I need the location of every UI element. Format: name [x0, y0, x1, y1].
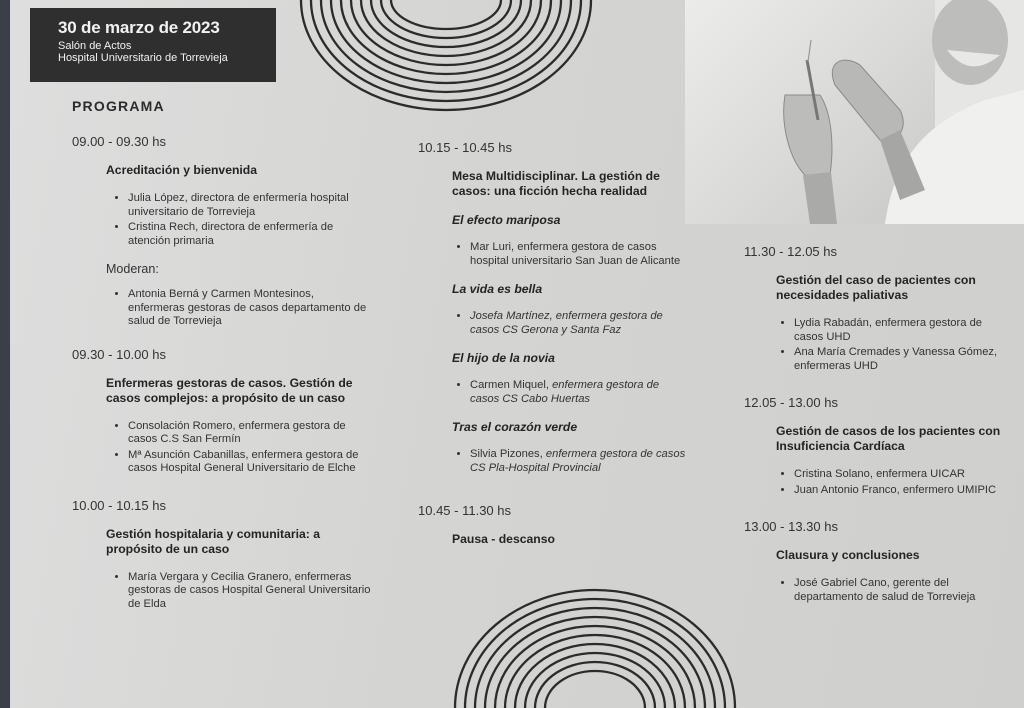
- speaker-role: enfermera gestora de casos CS Cabo Huertas: [470, 379, 660, 405]
- session-title: Clausura y conclusiones: [776, 548, 920, 562]
- speaker-item: • Cristina Rech, directora de enfermería de atención primaria: [128, 221, 372, 248]
- moderators-label: Moderan:: [106, 262, 159, 276]
- subsession-title: La vida es bella: [452, 282, 543, 296]
- concentric-arcs-bottom-graphic: [450, 588, 740, 708]
- session-time: 09.00 - 09.30 hs: [72, 134, 166, 149]
- speaker-name: Carmen Miquel,: [470, 379, 553, 391]
- schedule-column-3: [744, 244, 1014, 618]
- event-hospital: Hospital Universitario de Torrevieja: [58, 52, 228, 64]
- speaker-item: • Juan Antonio Franco, enfermero UMIPIC: [794, 484, 1014, 498]
- session-title: Acreditación y bienvenida: [106, 163, 258, 177]
- speaker-list: [452, 241, 688, 268]
- schedule-column-1: [72, 134, 372, 625]
- session-title: Gestión hospitalaria y comunitaria: a propósito de un caso: [106, 526, 321, 556]
- speaker-item: [470, 379, 688, 406]
- session-title: Gestión de casos de los pacientes con Insuficiencia Cardíaca: [776, 424, 1001, 453]
- speaker-list: [452, 448, 688, 475]
- speaker-list: [776, 577, 1014, 604]
- programa-heading: PROGRAMA: [72, 98, 165, 114]
- session-time: 09.30 - 10.00 hs: [72, 346, 166, 362]
- speaker-item: [470, 448, 688, 475]
- speaker-item: • María Vergara y Cecilia Granero, enfermeras gestoras de casos Hospital General Universitario de Elda: [128, 571, 372, 612]
- speaker-list: [776, 468, 1014, 497]
- session-time: 10.00 - 10.15 hs: [72, 497, 166, 513]
- speaker-item: • Lydia Rabadán, enfermera gestora de casos UHD: [794, 317, 1014, 344]
- speaker-item: • Ana María Cremades y Vanessa Gómez, enfermeras UHD: [794, 346, 1014, 373]
- session-time: 13.00 - 13.30 hs: [744, 519, 838, 534]
- speaker-item: • Julia López, directora de enfermería hospital universitario de Torrevieja: [128, 192, 372, 219]
- speaker-list: [776, 317, 1014, 373]
- event-date: 30 de marzo de 2023: [58, 18, 220, 37]
- session-time: 12.05 - 13.00 hs: [744, 395, 838, 410]
- event-header-box: [30, 8, 276, 82]
- speaker-item: • Consolación Romero, enfermera gestora de casos C.S San Fermín: [128, 420, 372, 447]
- event-venue: Salón de Actos: [58, 40, 132, 52]
- session-title: Pausa - descanso: [452, 532, 555, 546]
- speaker-name: Silvia Pizones,: [470, 448, 546, 460]
- concentric-arcs-top-graphic: [296, 0, 596, 120]
- session-title: Mesa Multidisciplinar. La gestión de casos: una ficción hecha realidad: [452, 169, 660, 198]
- subsession-title: Tras el corazón verde: [452, 420, 578, 434]
- speaker-list: [106, 420, 372, 476]
- speaker-list: [106, 571, 372, 612]
- session-time: 11.30 - 12.05 hs: [744, 244, 837, 259]
- speaker-item: • Mª Asunción Cabanillas, enfermera gestora de casos Hospital General Universitario de Elche: [128, 449, 372, 476]
- schedule-column-2: [418, 140, 688, 561]
- session-title: Enfermeras gestoras de casos. Gestión de casos complejos: a propósito de un caso: [106, 375, 353, 405]
- nurse-syringe-photo: [685, 0, 1024, 224]
- background-edge: [0, 0, 10, 708]
- speaker-role: enfermera gestora de casos CS Pla-Hospital Provincial: [470, 448, 686, 474]
- speaker-list: [452, 379, 688, 406]
- speaker-item: • Mar Luri, enfermera gestora de casos hospital universitario San Juan de Alicante: [470, 241, 688, 268]
- session-time: 10.45 - 11.30 hs: [418, 503, 511, 518]
- speaker-item: • Cristina Solano, enfermera UICAR: [794, 468, 1014, 482]
- session-title: Gestión del caso de pacientes con necesidades paliativas: [776, 273, 976, 302]
- subsession-title: El efecto mariposa: [452, 213, 561, 227]
- moderator-list: [106, 288, 372, 329]
- speaker-item: • José Gabriel Cano, gerente del departamento de salud de Torrevieja: [794, 577, 1014, 604]
- speaker-list: [106, 192, 372, 248]
- speaker-item: • Josefa Martínez, enfermera gestora de casos CS Gerona y Santa Faz: [470, 310, 688, 337]
- moderator-item: • Antonia Berná y Carmen Montesinos, enfermeras gestoras de casos departamento de salud de Torrevieja: [128, 288, 372, 329]
- speaker-list: [452, 310, 688, 337]
- session-time: 10.15 - 10.45 hs: [418, 140, 512, 155]
- subsession-title: El hijo de la novia: [452, 351, 555, 365]
